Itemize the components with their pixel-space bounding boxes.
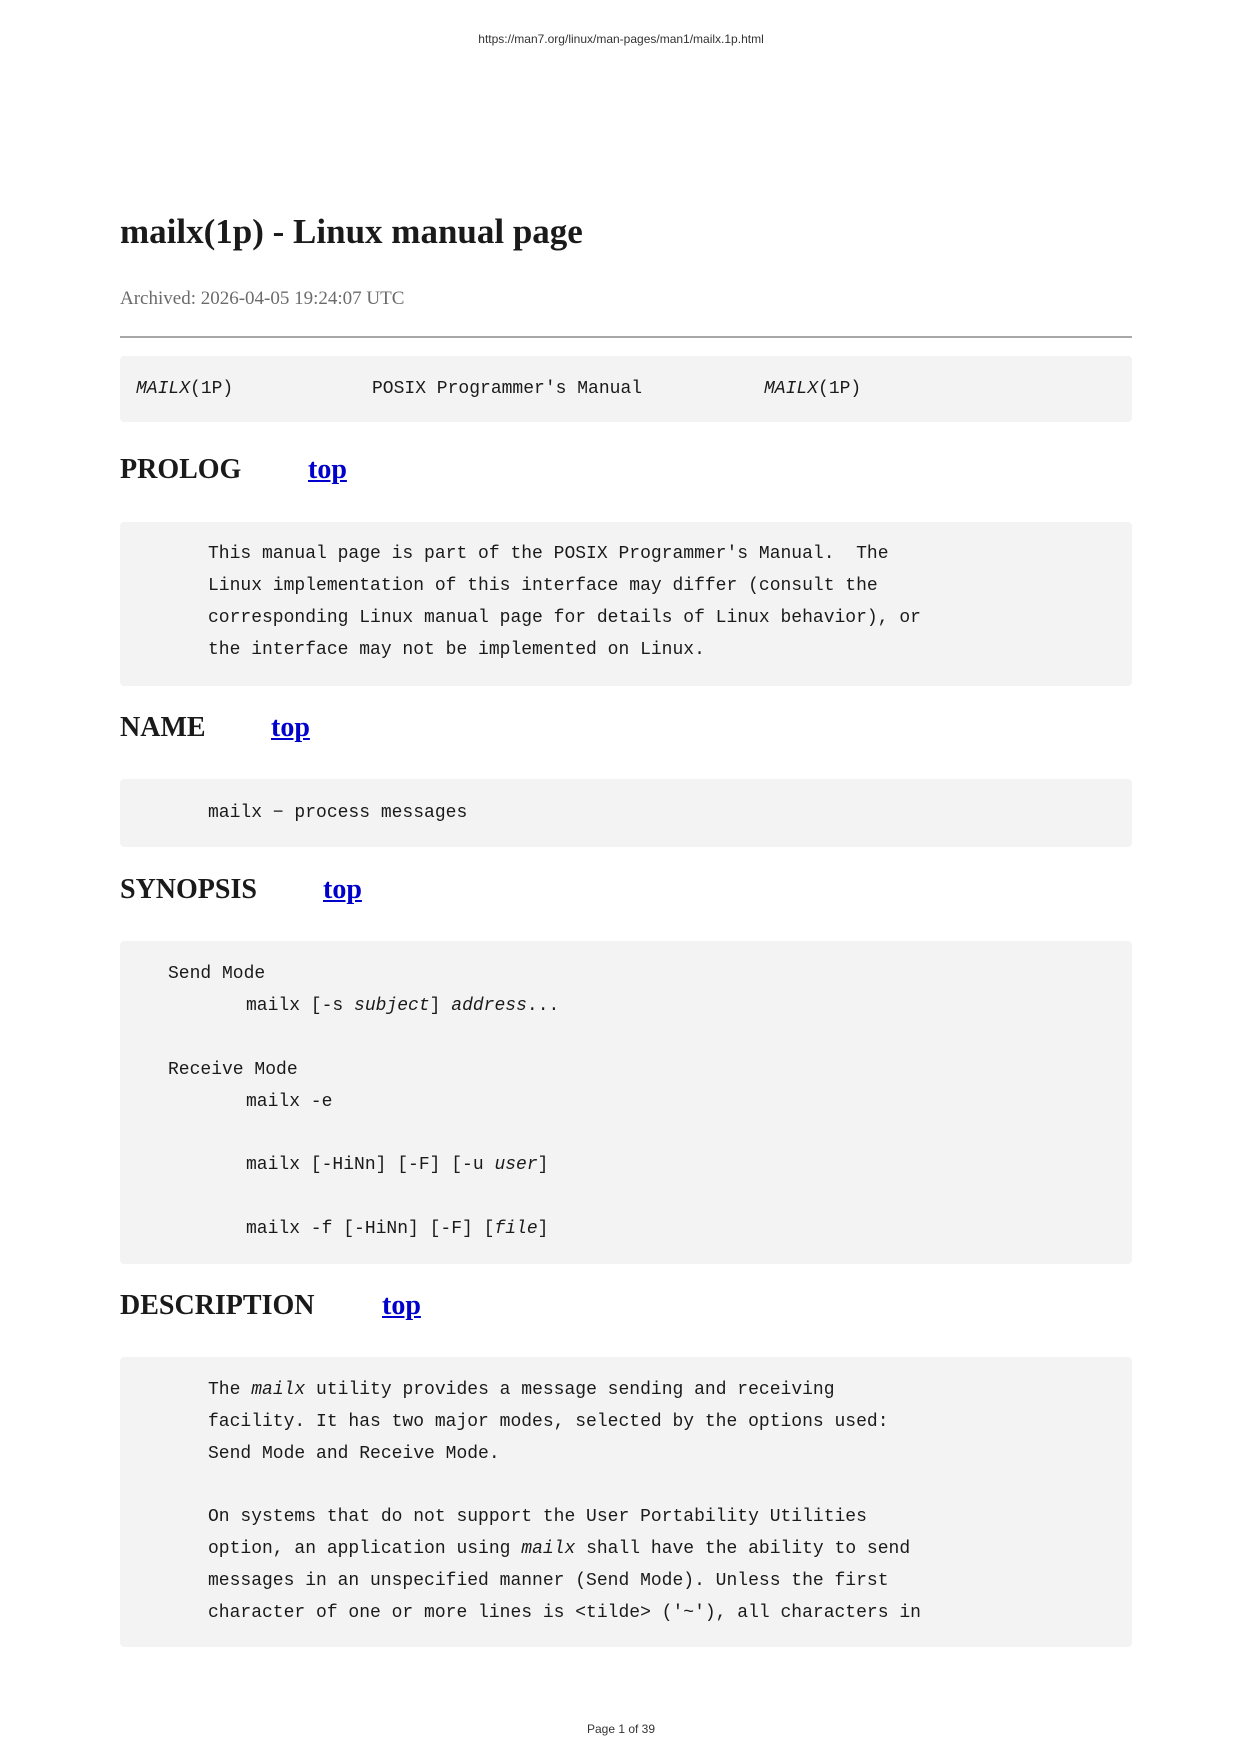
- prolog-line-1: This manual page is part of the POSIX Programmer's Manual. The: [208, 544, 889, 564]
- synopsis-send-mode-label: Send Mode: [168, 964, 266, 984]
- description-p1-line-3: Send Mode and Receive Mode.: [208, 1444, 500, 1464]
- top-link-description[interactable]: top: [382, 1290, 421, 1321]
- prolog-box: [120, 522, 1132, 686]
- section-heading-prolog: PROLOG: [120, 454, 242, 485]
- top-link-synopsis[interactable]: top: [323, 874, 362, 905]
- synopsis-receive-command-2: mailx [-HiNn] [-F] [-u user]: [246, 1155, 549, 1175]
- name-line: mailx − process messages: [208, 803, 468, 823]
- description-box: [120, 1357, 1132, 1647]
- man-header-right: [764, 377, 861, 401]
- description-p2-line-2: option, an application using mailx shall have the ability to send: [208, 1539, 911, 1559]
- top-link-prolog[interactable]: top: [308, 454, 347, 485]
- man-header-box: [120, 356, 1132, 422]
- synopsis-receive-mode-label: Receive Mode: [168, 1060, 298, 1080]
- page-title: mailx(1p) - Linux manual page: [120, 212, 583, 251]
- man-header-left-rest: (1P): [190, 379, 234, 399]
- man-header-left: [136, 377, 233, 401]
- synopsis-box: [120, 941, 1132, 1264]
- man-header-right-italic: MAILX: [764, 379, 819, 399]
- synopsis-send-command: mailx [-s subject] address...: [246, 996, 560, 1016]
- description-p1-line-2: facility. It has two major modes, selected by the options used:: [208, 1412, 889, 1432]
- section-heading-synopsis: SYNOPSIS: [120, 874, 257, 905]
- section-heading-name: NAME: [120, 712, 206, 743]
- description-p2-line-1: On systems that do not support the User Portability Utilities: [208, 1507, 867, 1527]
- name-box: [120, 779, 1132, 847]
- prolog-line-3: corresponding Linux manual page for details of Linux behavior), or: [208, 608, 921, 628]
- man-header-right-rest: (1P): [818, 379, 862, 399]
- top-link-name[interactable]: top: [271, 712, 310, 743]
- description-p1-line-1: The mailx utility provides a message sending and receiving: [208, 1380, 835, 1400]
- man-header-center: POSIX Programmer's Manual: [372, 379, 643, 399]
- synopsis-receive-command-1: mailx -e: [246, 1092, 333, 1112]
- synopsis-receive-command-3: mailx -f [-HiNn] [-F] [file]: [246, 1219, 549, 1239]
- man-header-left-italic: MAILX: [136, 379, 191, 399]
- prolog-line-4: the interface may not be implemented on Linux.: [208, 640, 705, 660]
- prolog-line-2: Linux implementation of this interface may differ (consult the: [208, 576, 878, 596]
- description-p2-line-4: character of one or more lines is <tilde> ('~'), all characters in: [208, 1603, 921, 1623]
- section-heading-description: DESCRIPTION: [120, 1290, 315, 1321]
- title-divider: [120, 336, 1132, 338]
- page-url-header: https://man7.org/linux/man-pages/man1/mailx.1p.html: [478, 32, 764, 46]
- page-number-footer: Page 1 of 39: [586, 1722, 656, 1736]
- archived-timestamp: Archived: 2026-04-05 19:24:07 UTC: [120, 288, 405, 309]
- description-p2-line-3: messages in an unspecified manner (Send Mode). Unless the first: [208, 1571, 889, 1591]
